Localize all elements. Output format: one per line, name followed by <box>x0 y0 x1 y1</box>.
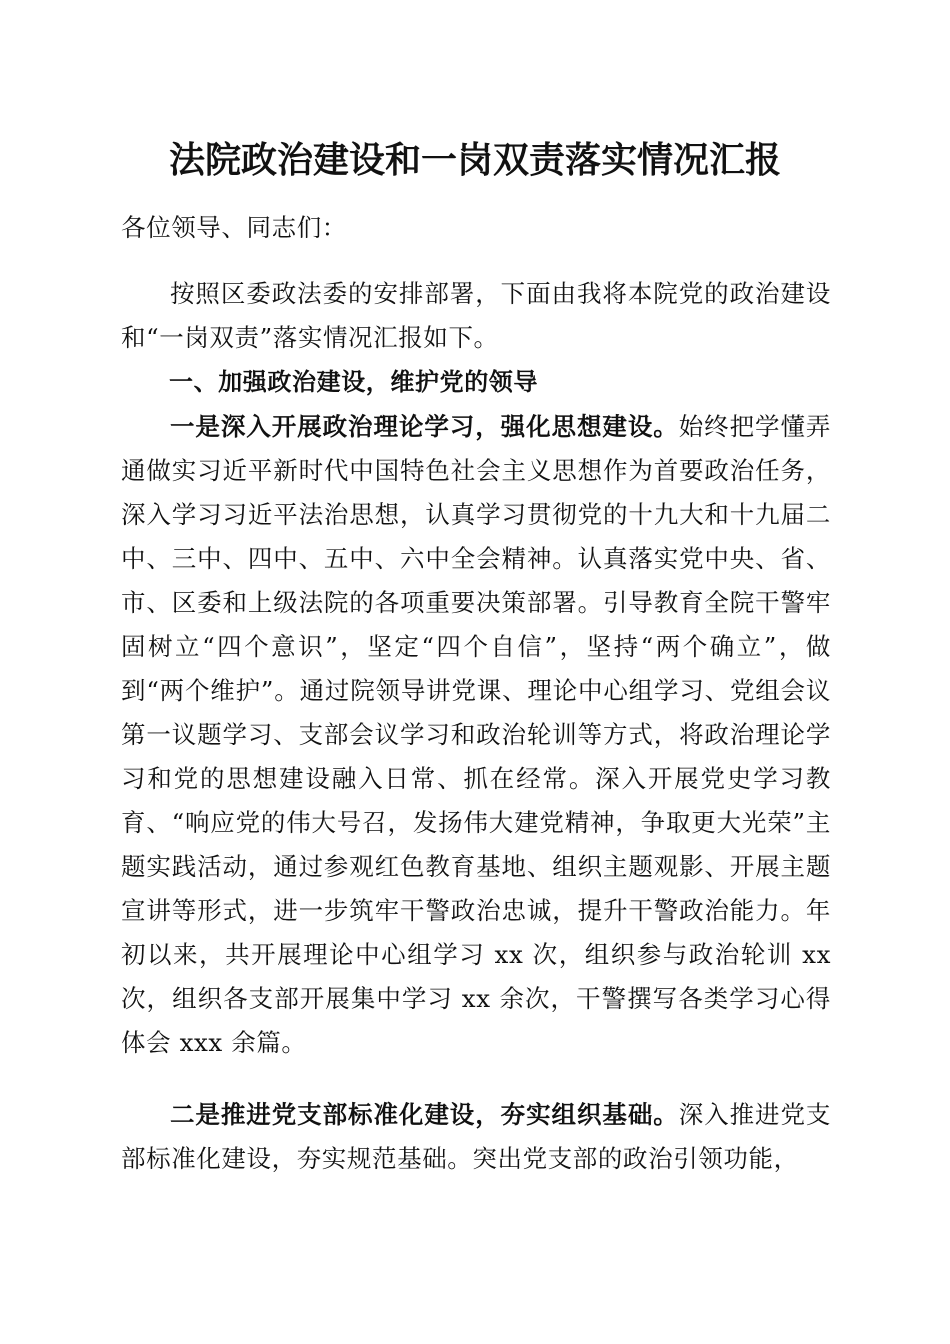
document-title: 法院政治建设和一岗双责落实情况汇报 <box>168 139 781 181</box>
paragraph-1-lead: 一是深入开展政治理论学习，强化思想建设。 <box>170 412 679 441</box>
section-heading: 一、加强政治建设，维护党的领导 <box>169 368 538 396</box>
paragraph-2-lead: 二是推进党支部标准化建设，夯实组织基础。 <box>170 1100 679 1129</box>
paragraph-2-body: 深入推进党支部标准化建设，夯实规范基础。突出党支部的政治引领功能， <box>121 1100 831 1173</box>
salutation: 各位领导、同志们： <box>121 213 347 242</box>
intro-paragraph: 按照区委政法委的安排部署，下面由我将本院党的政治建设和“一岗双责”落实情况汇报如下。 <box>121 279 831 352</box>
paragraph-2 <box>121 1093 831 1181</box>
paragraph-1 <box>121 405 831 1065</box>
paragraph-1-body: 始终把学懂弄通做实习近平新时代中国特色社会主义思想作为首要政治任务，深入学习习近平法治思想，认真学习贯彻党的十九大和十九届二中、三中、四中、五中、六中全会精神。认真落实党中央、省、市、区委和上级法院的各项重要决策部署。引导教育全院干警牢固树立“四个意识”，坚定“四个自信”，坚持“两个确立”，做到“两个维护”。通过院领导讲党课、理论中心组学习、党组会议第一议题学习、支部会议学习和政治轮训等方式，将政治理论学习和党的思想建设融入日常、抓在经常。深入开展党史学习教育、“响应党的伟大号召，发扬伟大建党精神，争取更大光荣”主题实践活动，通过参观红色教育基地、组织主题观影、开展主题宣讲等形式，进一步筑牢干警政治忠诚，提升干警政治能力。年初以来，共开展理论中心组学习 xx 次，组织参与政治轮训 xx 次，组织各支部开展集中学习 xx 余次，干警撰写各类学习心得体会 xxx 余篇。 <box>121 412 831 1057</box>
